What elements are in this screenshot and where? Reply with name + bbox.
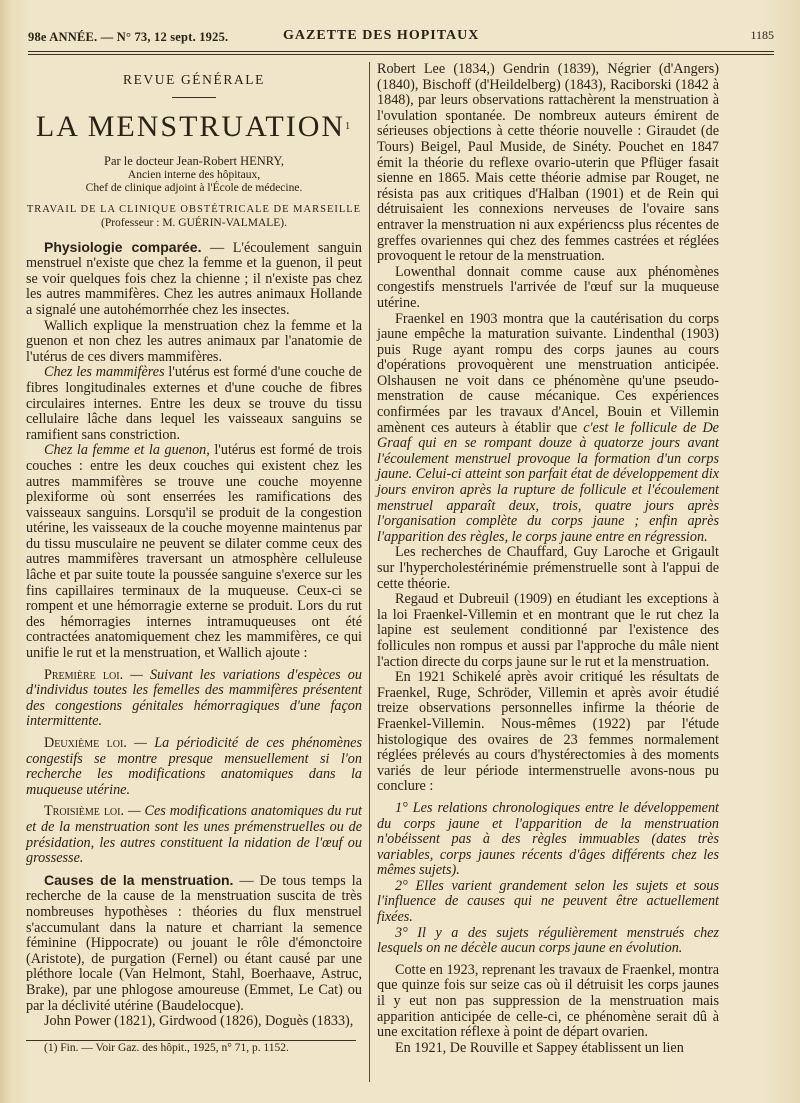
title-footnote-mark: 1: [345, 120, 353, 132]
paragraph: Robert Lee (1834,) Gendrin (1839), Négrier (d'Angers) (1840), Bischoff (d'Heildelberg) (1843), Raciborski (1842 à 1848), par leurs observations rattachèrent la menstruation à l'ovulation spontanée. De nombreux auteurs émirent de sérieuses objections à cette théorie nouvelle : Giraudet (de Tours) Beigel, Paul Muside, de Sinéty. Pouchet en 1847 émit la théorie du reflexe ovario-uterin que Pflüger fasait sienne en 1865. Mais cette théorie admise par Rouget, ne résista pas aux critiques d'Halban (1901) et de Rein qui détruisaient les connexions nerveuses de l'ovaire sans entraver la menstruation ni aux expériencss plus récentes de greffes ovariennes qui chez des femmes castrées et réglées provoquent le retour de la menstruation.: [377, 61, 719, 265]
travail-line: TRAVAIL DE LA CLINIQUE OBSTÉTRICALE DE MARSEILLE: [26, 203, 362, 215]
paragraph: John Power (1821), Girdwood (1826), Doguès (1833),: [44, 1013, 354, 1030]
conclusion-3: 3° Il y a des sujets régulièrement menstrués chez lesquels on ne décèle aucun corps jaune en évolution.: [377, 924, 719, 957]
professeur-line: (Professeur : M. GUÉRIN-VALMALE).: [101, 216, 287, 229]
paragraph: Les recherches de Chauffard, Guy Laroche et Grigault sur l'hypercholestérinémie prémenstruelle sont à l'appui de cette théorie.: [377, 544, 719, 592]
subheading-causes: Causes de la menstruation.: [44, 871, 234, 888]
paragraph: Cotte en 1923, reprenant les travaux de Fraenkel, montra que quinze fois sur seize cas où il détruisit les corps jaunes il y eut non pas suppression de la menstruation mais apparition anticipée de celle-ci, ce phénomène serait dû à une excitation réflexe à point de départ ovarien.: [377, 961, 719, 1041]
column-divider: [369, 62, 370, 1082]
affiliation-2: Chef de clinique adjoint à l'École de médecine.: [85, 181, 303, 194]
paragraph: En 1921 Schikelé après avoir critiqué les résultats de Fraenkel, Ruge, Schröder, Villemin et après avoir étudié treize observations personnelles infirme la théorie de Fraenkel-Villemin. Nous-mêmes (1922) par l'étude histologique des ovaires de 23 femmes normalement réglées prélevés au cours d'hystérectomies à des moments variés de leur période intermenstruelle avons-nous pu conclure :: [377, 669, 719, 795]
subheading-physiologie: Physiologie comparée.: [44, 238, 202, 255]
author-line: Par le docteur Jean-Robert HENRY,: [104, 153, 284, 168]
paragraph: Wallich explique la menstruation chez la femme et la guenon et non chez les autres animaux par l'anatomie de l'utérus de ces divers mammifères.: [26, 317, 362, 365]
page-number: 1185: [750, 28, 774, 42]
law-1: Première loi. — Suivant les variations d'espèces ou d'individus toutes les femelles des mammifères présentent des congestions génitales hémorragiques d'une façon intermittente.: [26, 666, 362, 730]
paragraph: Fraenkel en 1903 montra que la cautérisation du corps jaune empêche la maturation suivante. Lindenthal (1903) puis Ruge ayant rompu des corps jaunes au cours d'opérations provoquèrent une menstruation anticipée. Olshausen ne voit dans ce phénomène qu'une pseudo-menstration de cause mécanique. Ces expériences confirmées par les travaux d'Ancel, Bouin et Villemin amènent ces auteurs à établir que c'est le follicule de De Graaf qui en se rompant douze à quatorze jours avant l'écoulement menstruel provoque la formation d'un corps jaune. Celui-ci atteint son parfait état de développement dix jours environ après la rupture de follicule et l'écoulement menstruel apparaît deux, trois, quatre jours après l'organisation complète du corps jaune ; enfin après l'apparition des règles, le corps jaune entre en régression.: [377, 310, 719, 545]
journal-name: GAZETTE DES HOPITAUX: [283, 28, 480, 43]
law-3: Troisième loi. — Ces modifications anatomiques du rut et de la menstruation sont les unes prémenstruelles ou de présidation, les autres constituent la nidation de l'œuf ou grossesse.: [26, 803, 362, 867]
article-title-text: LA MENSTRUATION: [35, 109, 346, 143]
paragraph: En 1921, De Rouville et Sappey établissent un lien: [395, 1039, 684, 1056]
affiliation-1: Ancien interne des hôpitaux,: [127, 168, 261, 181]
article-title: [26, 110, 362, 144]
conclusion-2: 2° Elles varient grandement selon les sujets et sous l'influence de causes qui ne peuvent être actuellement fixées.: [377, 877, 719, 926]
paragraph: Chez les mammifères l'utérus est formé d'une couche de fibres longitudinales externes et d'une couche de fibres circulaires internes. Entre les deux se trouve du tissu cellulaire lâche dans lequel les vaisseaux sanguins se ramifient sans constriction.: [26, 364, 362, 443]
right-column: [377, 62, 719, 1056]
section-title: REVUE GÉNÉRALE: [122, 72, 265, 87]
paragraph: Chez la femme et la guenon, l'utérus est formé de trois couches : entre les deux couches qui existent chez les autres mammifères se trouve une couche moyenne plexiforme où sont enserrées les ramifications des vaisseaux sanguins. Lorsqu'il se produit de la congestion utérine, les vaisseaux de la couche moyenne maintenus par du tissu musculaire ne peuvent se dilater comme ceux des autres mammifères traversant un atmosphère celluleuse lâche et par suite toute la poussée sanguine s'exerce sur les fins capillaires terminaux de la muqueuse. Ceux-ci se rompent et une hémorragie externe se produit. Lors du rut des hémorragies internes intramuqueuses ont été contractées anatomiquement chez les mammifères, ce qui unifie le rut et la menstruation, et Wallich ajoute :: [26, 442, 363, 662]
paragraph: Regaud et Dubreuil (1909) en étudiant les exceptions à la loi Fraenkel-Villemin et en montrant que le rut chez la lapine est seulement conditionné par l'existence des follicules non rompus et aussi par l'approche du mâle nient l'action directe du corps jaune sur le rut et la menstruation.: [377, 591, 719, 670]
law-2: Deuxième loi. — La périodicité de ces phénomènes congestifs se montre presque mensuellement si l'on recherche les modifications anatomiques dans la muqueuse utérine.: [26, 735, 362, 798]
footnote: (1) Fin. — Voir Gaz. des hôpit., 1925, n° 71, p. 1152.: [44, 1041, 289, 1054]
conclusion-1: 1° Les relations chronologiques entre le développement du corps jaune et l'apparition de la menstruation n'obéissent pas à des règles immuables (dates très variables, corps jaunes récents d'âges différents chez les mêmes sujets).: [377, 799, 719, 879]
paragraph: Causes de la menstruation. — De tous temps la recherche de la cause de la menstruation suscita de très nombreuses hypothèses : théories du flux menstruel s'accumulant dans la nature et charriant la semence féminine (Hippocrate) ou jouant le rôle d'émonctoire (Aristote), de purgation (Fernel) ou étant causé par une pléthore locale (Van Helmont, Stahl, Boerhaave, Astruc, Brake), par une phlogose amoureuse (Emmet, Le Cat) ou par la déclivité utérine (Baudelocque).: [26, 871, 362, 1014]
left-column: [26, 62, 362, 1055]
paragraph: Lowenthal donnait comme cause aux phénomènes congestifs menstruels l'arrivée de l'œuf sur la muqueuse utérine.: [377, 263, 719, 311]
paragraph: Physiologie comparée. — L'écoulement sanguin menstruel n'existe que chez la femme et la guenon, il peut se voir quelques fois chez la chienne ; il n'existe pas chez les autres mammifères. Chez les autres animaux Hollande a signalé une autohémorrhée chez les insectes.: [26, 238, 363, 318]
issue-info: 98e ANNÉE. — N° 73, 12 sept. 1925.: [28, 30, 229, 44]
header-rule: [28, 51, 774, 55]
page-header: [28, 22, 774, 46]
title-divider: [172, 97, 216, 98]
